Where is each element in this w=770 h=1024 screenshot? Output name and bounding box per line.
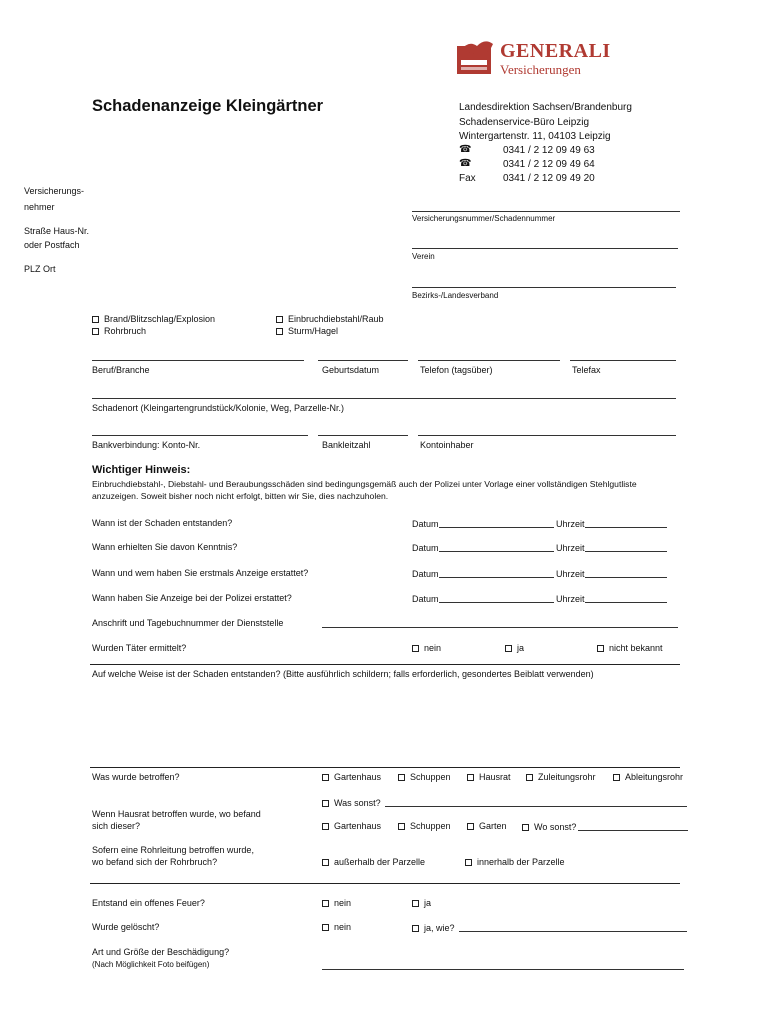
versnr-label: Versicherungsnummer/Schadennummer: [412, 214, 556, 223]
bezirk-field[interactable]: [412, 287, 676, 288]
question-kenntnis: Wann erhielten Sie davon Kenntnis?: [92, 542, 238, 552]
logo-subtitle: Versicherungen: [500, 62, 581, 77]
question-anzeige: Wann und wem haben Sie erstmals Anzeige erstattet?: [92, 568, 309, 578]
konto-field[interactable]: [92, 435, 308, 436]
checkbox-icon[interactable]: [276, 328, 283, 335]
logo-brand: GENERALI: [500, 40, 611, 62]
label-versicherungsnehmer: nehmer: [24, 202, 55, 212]
verein-label: Verein: [412, 252, 435, 261]
checkbox-feuer-ja[interactable]: ja: [412, 898, 431, 908]
checkbox-icon[interactable]: [322, 774, 329, 781]
telefax-field[interactable]: [570, 360, 676, 361]
taeter-label: Wurden Täter ermittelt?: [92, 643, 187, 653]
generali-logo: [455, 36, 615, 80]
geburt-label: Geburtsdatum: [322, 365, 380, 375]
checkbox-schuppen[interactable]: Schuppen: [398, 772, 451, 782]
beruf-label: Beruf/Branche: [92, 365, 150, 375]
checkbox-icon[interactable]: [322, 924, 329, 931]
office-line1: Landesdirektion Sachsen/Brandenburg: [459, 102, 632, 113]
checkbox-icon[interactable]: [467, 774, 474, 781]
checkbox-geloescht-ja-wie[interactable]: ja, wie?: [412, 922, 687, 933]
label-strasse: Straße Haus-Nr.: [24, 226, 90, 236]
checkbox-icon[interactable]: [505, 645, 512, 652]
checkbox-icon[interactable]: [92, 316, 99, 323]
hausrat-label: Wenn Hausrat betroffen wurde, wo befand: [92, 809, 261, 819]
weise-label: Auf welche Weise ist der Schaden entstanden? (Bitte ausführlich schildern; falls erforderlich, gesondertes Beiblatt verwenden): [92, 669, 594, 679]
checkbox-icon[interactable]: [322, 823, 329, 830]
inhaber-field[interactable]: [418, 435, 676, 436]
blz-field[interactable]: [318, 435, 408, 436]
phone-icon: ☎: [459, 158, 472, 169]
office-phone1: 0341 / 2 12 09 49 63: [503, 145, 595, 156]
label-versicherungsnehmer: Versicherungs-: [24, 186, 85, 196]
rohr-label: wo befand sich der Rohrbruch?: [92, 857, 218, 867]
checkbox-icon[interactable]: [398, 823, 405, 830]
phone-icon: ☎: [459, 144, 472, 155]
geloescht-label: Wurde gelöscht?: [92, 922, 160, 932]
art-label: Art und Größe der Beschädigung?: [92, 947, 230, 957]
art-sublabel: (Nach Möglichkeit Foto beifügen): [92, 960, 210, 969]
checkbox-rohrbruch[interactable]: Rohrbruch: [92, 326, 146, 336]
checkbox-icon[interactable]: [412, 925, 419, 932]
checkbox-ausserhalb[interactable]: außerhalb der Parzelle: [322, 857, 425, 867]
checkbox-hausrat-gartenhaus[interactable]: Gartenhaus: [322, 821, 381, 831]
checkbox-taeter-ja[interactable]: ja: [505, 643, 524, 653]
geburt-field[interactable]: [318, 360, 408, 361]
telefon-field[interactable]: [418, 360, 560, 361]
weise-textarea[interactable]: [92, 684, 680, 764]
checkbox-icon[interactable]: [412, 645, 419, 652]
checkbox-icon[interactable]: [322, 900, 329, 907]
checkbox-icon[interactable]: [322, 800, 329, 807]
inhaber-label: Kontoinhaber: [420, 440, 474, 450]
checkbox-zuleitungsrohr[interactable]: Zuleitungsrohr: [526, 772, 596, 782]
rohr-label: Sofern eine Rohrleitung betroffen wurde,: [92, 845, 254, 855]
checkbox-ableitungsrohr[interactable]: Ableitungsrohr: [613, 772, 683, 782]
hinweis-heading: Wichtiger Hinweis:: [92, 464, 191, 476]
divider: [90, 767, 680, 768]
datum-field[interactable]: Datum Uhrzeit: [412, 518, 667, 529]
datum-field[interactable]: Datum Uhrzeit: [412, 593, 667, 604]
telefax-label: Telefax: [572, 365, 601, 375]
anschrift-field[interactable]: [322, 627, 678, 628]
checkbox-hausrat-schuppen[interactable]: Schuppen: [398, 821, 451, 831]
checkbox-icon[interactable]: [597, 645, 604, 652]
checkbox-icon[interactable]: [467, 823, 474, 830]
datum-field[interactable]: Datum Uhrzeit: [412, 542, 667, 553]
hinweis-text: anzuzeigen. Soweit bisher noch nicht erfolgt, bitten wir Sie, dies nachzuholen.: [92, 491, 389, 501]
checkbox-sturm[interactable]: Sturm/Hagel: [276, 326, 338, 336]
checkbox-icon[interactable]: [276, 316, 283, 323]
question-schaden-entstanden: Wann ist der Schaden entstanden?: [92, 518, 233, 528]
blz-label: Bankleitzahl: [322, 440, 371, 450]
office-fax: 0341 / 2 12 09 49 20: [503, 173, 595, 184]
checkbox-icon[interactable]: [465, 859, 472, 866]
schadenort-label: Schadenort (Kleingartengrundstück/Kolonie, Weg, Parzelle-Nr.): [92, 403, 344, 413]
office-line3: Wintergartenstr. 11, 04103 Leipzig: [459, 131, 611, 142]
checkbox-feuer-nein[interactable]: nein: [322, 898, 351, 908]
question-polizei: Wann haben Sie Anzeige bei der Polizei erstattet?: [92, 593, 292, 603]
anschrift-label: Anschrift und Tagebuchnummer der Dienststelle: [92, 618, 284, 628]
konto-label: Bankverbindung: Konto-Nr.: [92, 440, 201, 450]
checkbox-gartenhaus[interactable]: Gartenhaus: [322, 772, 381, 782]
checkbox-hausrat-wo-sonst[interactable]: Wo sonst?: [522, 821, 688, 832]
checkbox-taeter-nicht-bekannt[interactable]: nicht bekannt: [597, 643, 663, 653]
checkbox-icon[interactable]: [322, 859, 329, 866]
checkbox-icon[interactable]: [526, 774, 533, 781]
versnr-field[interactable]: [412, 211, 680, 212]
checkbox-icon[interactable]: [92, 328, 99, 335]
fax-label: Fax: [459, 173, 476, 184]
checkbox-icon[interactable]: [398, 774, 405, 781]
betroffen-label: Was wurde betroffen?: [92, 772, 180, 782]
telefon-label: Telefon (tagsüber): [420, 365, 493, 375]
checkbox-hausrat[interactable]: Hausrat: [467, 772, 511, 782]
page-title: Schadenanzeige Kleingärtner: [92, 97, 324, 115]
beruf-field[interactable]: [92, 360, 304, 361]
divider: [90, 883, 680, 884]
checkbox-brand[interactable]: Brand/Blitzschlag/Explosion: [92, 314, 215, 324]
label-strasse: oder Postfach: [24, 240, 80, 250]
lion-emblem-icon: [455, 36, 497, 76]
divider: [90, 664, 680, 665]
art-field[interactable]: [322, 969, 684, 970]
checkbox-taeter-nein[interactable]: nein: [412, 643, 441, 653]
hinweis-text: Einbruchdiebstahl-, Diebstahl- und Beraubungsschäden sind bedingungsgemäß auch der Polizei unter Vorlage einer vollständigen Stehlgutliste: [92, 479, 637, 489]
checkbox-was-sonst[interactable]: Was sonst?: [322, 797, 687, 808]
checkbox-icon[interactable]: [412, 900, 419, 907]
bezirk-label: Bezirks-/Landesverband: [412, 291, 499, 300]
checkbox-einbruch[interactable]: Einbruchdiebstahl/Raub: [276, 314, 384, 324]
label-plz-ort: PLZ Ort: [24, 264, 56, 274]
checkbox-innerhalb[interactable]: innerhalb der Parzelle: [465, 857, 565, 867]
checkbox-icon[interactable]: [522, 824, 529, 831]
schadenort-field[interactable]: [92, 398, 676, 399]
verein-field[interactable]: [412, 248, 678, 249]
datum-field[interactable]: Datum Uhrzeit: [412, 568, 667, 579]
hausrat-label: sich dieser?: [92, 821, 141, 831]
checkbox-icon[interactable]: [613, 774, 620, 781]
office-line2: Schadenservice-Büro Leipzig: [459, 117, 590, 128]
checkbox-geloescht-nein[interactable]: nein: [322, 922, 351, 932]
office-phone2: 0341 / 2 12 09 49 64: [503, 159, 595, 170]
checkbox-hausrat-garten[interactable]: Garten: [467, 821, 507, 831]
feuer-label: Entstand ein offenes Feuer?: [92, 898, 205, 908]
